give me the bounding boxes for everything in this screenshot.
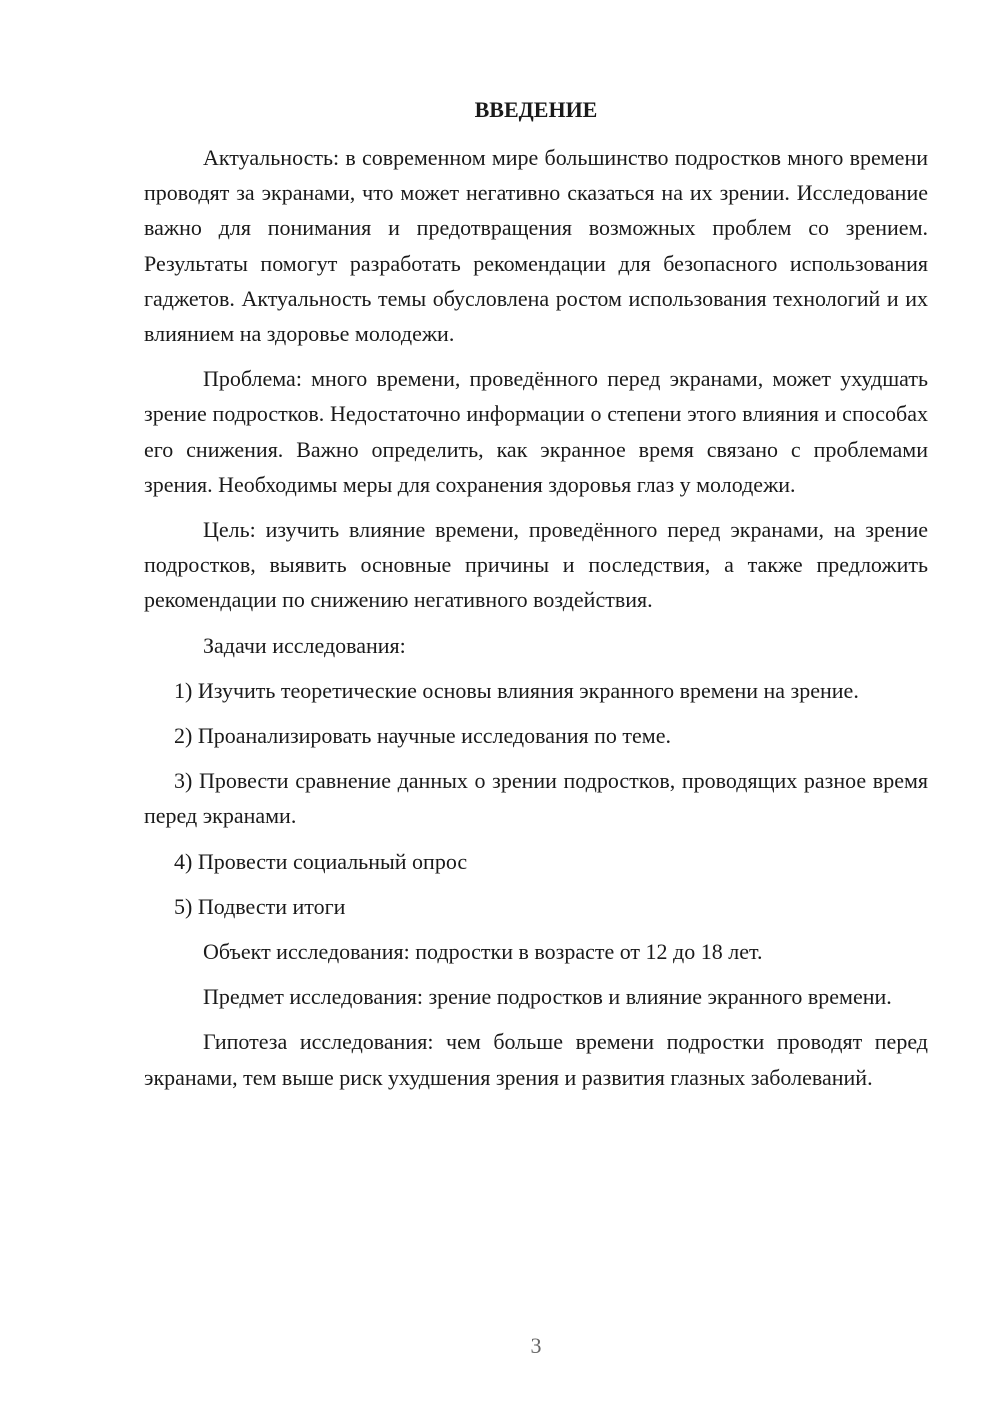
section-title: ВВЕДЕНИЕ: [474, 97, 598, 122]
task-item-4: 4) Провести социальный опрос: [174, 848, 468, 874]
task-item-5: 5) Подвести итоги: [174, 893, 346, 919]
page-number: 3: [530, 1333, 542, 1358]
paragraph-tasks-heading: Задачи исследования:: [203, 632, 406, 658]
paragraph-goal: Цель: изучить влияние времени, проведённого перед экранами, на зрение подростков, выявить основные причины и последствия, а также предложить рекомендации по снижению негативного воздействия.: [144, 517, 928, 613]
paragraph-problem: Проблема: много времени, проведённого перед экранами, может ухудшать зрение подростков. Недостаточно информации о степени этого влияния и способах его снижения. Важно определить, как экранное время связано с проблемами зрения. Необходимы меры для сохранения здоровья глаз у молодежи.: [144, 366, 928, 497]
task-item-3: 3) Провести сравнение данных о зрении подростков, проводящих разное время перед экранами.: [144, 768, 928, 829]
paragraph-object: Объект исследования: подростки в возрасте от 12 до 18 лет.: [203, 939, 763, 965]
paragraph-relevance: Актуальность: в современном мире большинство подростков много времени проводят за экранами, что может негативно сказаться на их зрении. Исследование важно для понимания и предотвращения возможных проблем со зрением. Результаты помогут разработать рекомендации для безопасного использования гаджетов. Актуальность темы обусловлена ростом использования технологий и их влиянием на здоровье молодежи.: [144, 145, 928, 347]
paragraph-hypothesis: Гипотеза исследования: чем больше времени подростки проводят перед экранами, тем выше риск ухудшения зрения и развития глазных заболеваний.: [144, 1029, 928, 1090]
document-page: [144, 0, 928, 1414]
paragraph-subject: Предмет исследования: зрение подростков и влияние экранного времени.: [203, 984, 892, 1010]
document-body: [144, 140, 928, 1105]
task-item-1: 1) Изучить теоретические основы влияния экранного времени на зрение.: [174, 677, 859, 703]
task-item-2: 2) Проанализировать научные исследования по теме.: [174, 723, 671, 749]
